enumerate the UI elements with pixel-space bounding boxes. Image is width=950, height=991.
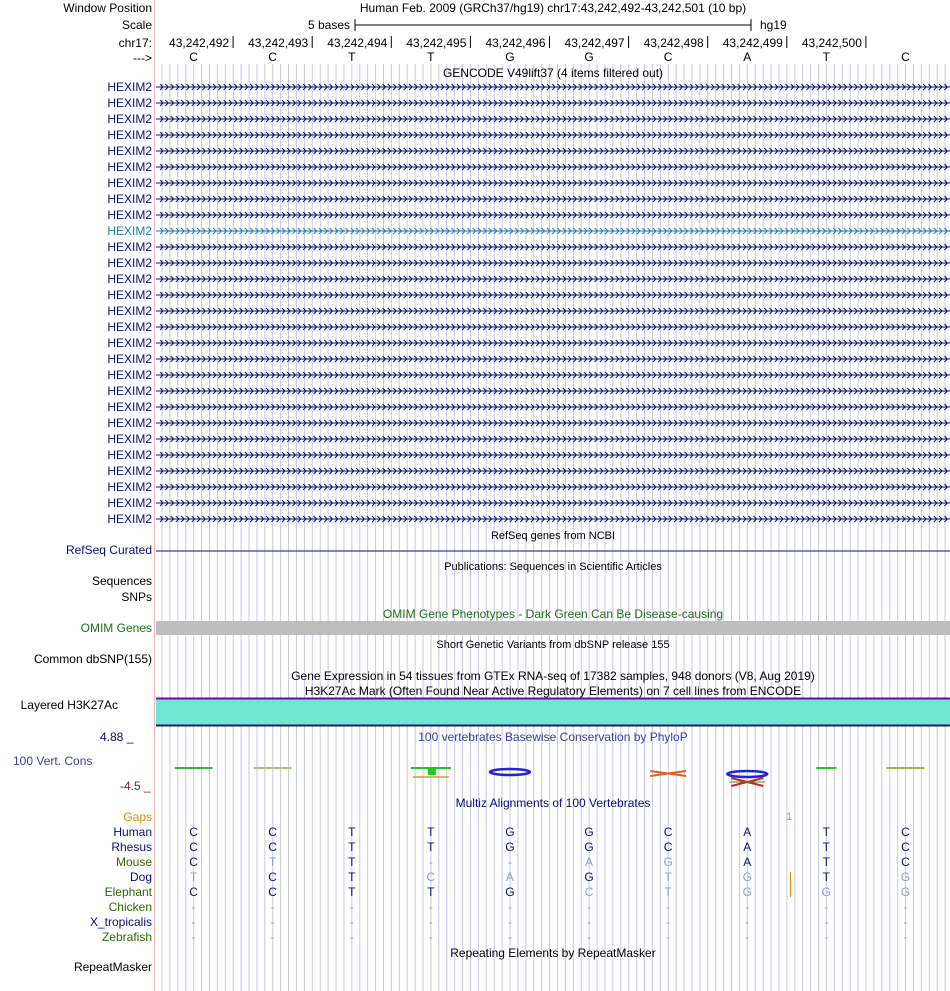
aligned-base: - xyxy=(666,915,671,929)
reference-base: C xyxy=(189,50,198,64)
aligned-base: T xyxy=(268,855,277,869)
gencode-transcript-label[interactable]: HEXIM2 xyxy=(107,288,152,302)
gencode-transcript-label[interactable]: HEXIM2 xyxy=(107,352,152,366)
reference-base: T xyxy=(348,50,356,64)
reference-base: T xyxy=(427,50,435,64)
publications-track-title[interactable]: Publications: Sequences in Scientific Articles xyxy=(444,561,662,573)
aligned-base: C xyxy=(584,885,594,899)
gencode-transcript-label[interactable]: HEXIM2 xyxy=(107,480,152,494)
aligned-base: C xyxy=(426,870,436,884)
aligned-base: - xyxy=(745,930,750,944)
aligned-base: G xyxy=(663,855,673,869)
species-label[interactable]: Elephant xyxy=(104,885,152,899)
gencode-transcript-label[interactable]: HEXIM2 xyxy=(107,512,152,526)
aligned-base: - xyxy=(428,930,433,944)
aligned-base: - xyxy=(507,930,512,944)
gencode-transcript-label[interactable]: HEXIM2 xyxy=(107,272,152,286)
aligned-base: T xyxy=(427,885,435,899)
aligned-base: - xyxy=(270,915,275,929)
aligned-base: - xyxy=(745,915,750,929)
aligned-base: T xyxy=(348,825,356,839)
ruler-position-label: 43,242,500 xyxy=(801,36,862,50)
repeatmasker-label[interactable]: RepeatMasker xyxy=(73,960,152,974)
aligned-base: A xyxy=(585,855,594,869)
h3k27ac-signal-fill xyxy=(156,698,950,725)
reference-base: C xyxy=(901,50,910,64)
aligned-base: T xyxy=(427,840,435,854)
aligned-base: T xyxy=(822,870,831,884)
gencode-transcript-label[interactable]: HEXIM2 xyxy=(107,144,152,158)
aligned-base: - xyxy=(587,915,592,929)
reference-base: G xyxy=(584,50,594,64)
omim-gene-bar xyxy=(156,621,950,635)
aligned-base: - xyxy=(428,915,433,929)
aligned-base: T xyxy=(822,840,831,854)
gencode-transcript-label[interactable]: HEXIM2 xyxy=(107,304,152,318)
aligned-base: G xyxy=(821,885,832,899)
aligned-base: C xyxy=(268,885,277,899)
aligned-base: G xyxy=(505,840,515,854)
cons-max-value: 4.88 _ xyxy=(100,730,134,744)
omim-track-title[interactable]: OMIM Gene Phenotypes - Dark Green Can Be Disease-causing xyxy=(382,607,724,621)
aligned-base: C xyxy=(268,870,277,884)
layered-h3k27ac-label[interactable]: Layered H3K27Ac xyxy=(20,698,118,712)
ruler-position-label: 43,242,496 xyxy=(485,36,546,50)
aligned-base: G xyxy=(505,825,515,839)
reference-base: A xyxy=(743,50,752,64)
aligned-base: - xyxy=(666,900,671,914)
aligned-base: G xyxy=(584,870,594,884)
ruler-position-label: 43,242,498 xyxy=(643,36,704,50)
cons-min-value: -4.5 _ xyxy=(120,779,151,793)
aligned-base: C xyxy=(268,825,277,839)
gencode-track-title[interactable]: GENCODE V49lift37 (4 items filtered out) xyxy=(442,66,664,80)
aligned-base: G xyxy=(584,840,594,854)
gencode-transcript-label[interactable]: HEXIM2 xyxy=(107,464,152,478)
repeatmasker-track-title[interactable]: Repeating Elements by RepeatMasker xyxy=(450,946,656,960)
aligned-base: - xyxy=(349,900,354,914)
aligned-base: A xyxy=(505,870,514,884)
scale-bases-text: 5 bases xyxy=(307,18,350,32)
ruler-position-label: 43,242,495 xyxy=(406,36,467,50)
aligned-base: - xyxy=(428,855,433,869)
reference-base: G xyxy=(505,50,515,64)
aligned-base: - xyxy=(349,930,354,944)
aligned-base: T xyxy=(427,825,435,839)
species-label[interactable]: Rhesus xyxy=(111,840,152,854)
ruler-position-label: 43,242,493 xyxy=(248,36,309,50)
aligned-base: - xyxy=(903,915,908,929)
aligned-base: C xyxy=(189,825,198,839)
species-label[interactable]: Zebrafish xyxy=(101,930,152,944)
snps-label[interactable]: SNPs xyxy=(121,590,152,604)
aligned-base: T xyxy=(348,885,356,899)
gencode-transcript-label[interactable]: HEXIM2 xyxy=(107,192,152,206)
aligned-base: - xyxy=(270,930,275,944)
aligned-base: G xyxy=(742,885,752,899)
aligned-base: T xyxy=(348,870,356,884)
gencode-transcript-label[interactable]: HEXIM2 xyxy=(107,416,152,430)
aligned-base: G xyxy=(505,885,515,899)
aligned-base: - xyxy=(587,930,592,944)
gencode-transcript-label[interactable]: HEXIM2 xyxy=(107,448,152,462)
reference-base: C xyxy=(268,50,277,64)
aligned-base: - xyxy=(903,900,908,914)
window-position-label: Window Position xyxy=(63,1,152,15)
aligned-base: C xyxy=(189,885,198,899)
aligned-base: G xyxy=(742,870,752,884)
common-dbsnp-label[interactable]: Common dbSNP(155) xyxy=(33,652,152,666)
aligned-base: - xyxy=(349,915,354,929)
gencode-transcript-label[interactable]: HEXIM2 xyxy=(107,128,152,142)
aligned-base: T xyxy=(822,825,831,839)
aligned-base: - xyxy=(270,900,275,914)
aligned-base: - xyxy=(824,930,829,944)
dbsnp-track-title[interactable]: Short Genetic Variants from dbSNP release 155 xyxy=(436,639,670,651)
aligned-base: - xyxy=(824,900,829,914)
refseq-track-title[interactable]: RefSeq genes from NCBI xyxy=(490,530,616,542)
gencode-transcript-label[interactable]: HEXIM2 xyxy=(107,176,152,190)
assembly-position-text[interactable]: Human Feb. 2009 (GRCh37/hg19) chr17:43,242,492-43,242,501 (10 bp) xyxy=(359,1,747,15)
gtex-track-title[interactable]: Gene Expression in 54 tissues from GTEx RNA-seq of 17382 samples, 948 donors (V8, Aug 2019) xyxy=(291,669,815,683)
gencode-transcript-label[interactable]: HEXIM2 xyxy=(107,240,152,254)
aligned-base: C xyxy=(663,840,673,854)
chrom-label: chr17: xyxy=(118,36,152,50)
scale-db-text: hg19 xyxy=(760,18,787,32)
aligned-base: A xyxy=(743,825,752,839)
aligned-base: T xyxy=(664,885,672,899)
aligned-base: - xyxy=(824,915,829,929)
gencode-transcript-label[interactable]: HEXIM2 xyxy=(107,96,152,110)
aligned-base: C xyxy=(901,840,910,854)
aligned-base: T xyxy=(348,855,356,869)
aligned-base: - xyxy=(903,930,908,944)
species-label[interactable]: Chicken xyxy=(108,900,152,914)
scale-label: Scale xyxy=(121,18,152,32)
aligned-base: A xyxy=(743,855,752,869)
aligned-base: A xyxy=(743,840,752,854)
sequences-label[interactable]: Sequences xyxy=(91,574,152,588)
aligned-base: T xyxy=(822,855,831,869)
aligned-base: T xyxy=(189,870,198,884)
aligned-base: - xyxy=(428,900,433,914)
aligned-base: - xyxy=(191,930,196,944)
gencode-transcript-label[interactable]: HEXIM2 xyxy=(107,336,152,350)
aligned-base: C xyxy=(901,855,910,869)
gencode-transcript-label[interactable]: HEXIM2 xyxy=(107,368,152,382)
aligned-base: C xyxy=(189,840,198,854)
gencode-transcript-label[interactable]: HEXIM2 xyxy=(107,384,152,398)
species-label[interactable]: Mouse xyxy=(115,855,152,869)
gencode-transcript-label[interactable]: HEXIM2 xyxy=(107,80,152,94)
gap-count-mark: 1 xyxy=(786,811,793,823)
h3k27ac-track-title[interactable]: H3K27Ac Mark (Often Found Near Active Regulatory Elements) on 7 cell lines from ENCODE xyxy=(304,684,802,698)
vert-cons-label[interactable]: 100 Vert. Cons xyxy=(13,754,93,768)
ruler-position-label: 43,242,499 xyxy=(722,36,783,50)
aligned-base: G xyxy=(900,885,911,899)
gencode-transcript-label[interactable]: HEXIM2 xyxy=(107,256,152,270)
aligned-base: - xyxy=(507,900,512,914)
gencode-transcript-label[interactable]: HEXIM2 xyxy=(107,496,152,510)
aligned-base: - xyxy=(191,900,196,914)
gencode-transcript-label[interactable]: HEXIM2 xyxy=(107,320,152,334)
refseq-curated-label[interactable]: RefSeq Curated xyxy=(65,543,152,557)
gencode-transcript-label[interactable]: HEXIM2 xyxy=(107,224,152,238)
reference-base: T xyxy=(822,50,831,64)
multiz-track-title[interactable]: Multiz Alignments of 100 Vertebrates xyxy=(455,796,651,810)
ruler-position-label: 43,242,497 xyxy=(564,36,625,50)
gencode-transcript-label[interactable]: HEXIM2 xyxy=(107,432,152,446)
aligned-base: - xyxy=(587,900,592,914)
aligned-base: - xyxy=(507,915,512,929)
gencode-transcript-label[interactable]: HEXIM2 xyxy=(107,400,152,414)
aligned-base: G xyxy=(900,870,911,884)
aligned-base: C xyxy=(268,840,277,854)
aligned-base: - xyxy=(745,900,750,914)
gencode-transcript-label[interactable]: HEXIM2 xyxy=(107,112,152,126)
aligned-base: C xyxy=(901,825,910,839)
gaps-label: Gaps xyxy=(123,810,152,824)
reference-base: C xyxy=(663,50,673,64)
species-label[interactable]: Dog xyxy=(129,870,152,884)
conservation-mark xyxy=(428,769,436,775)
aligned-base: T xyxy=(664,870,672,884)
aligned-base: C xyxy=(189,855,198,869)
omim-genes-label[interactable]: OMIM Genes xyxy=(80,621,152,635)
aligned-base: G xyxy=(584,825,594,839)
aligned-base: - xyxy=(191,915,196,929)
species-label[interactable]: X_tropicalis xyxy=(89,915,152,929)
gencode-transcript-label[interactable]: HEXIM2 xyxy=(107,208,152,222)
species-label[interactable]: Human xyxy=(113,825,152,839)
ruler-position-label: 43,242,492 xyxy=(169,36,230,50)
aligned-base: - xyxy=(666,930,671,944)
gencode-transcript-label[interactable]: HEXIM2 xyxy=(107,160,152,174)
aligned-base: C xyxy=(663,825,673,839)
strand-label[interactable]: ---> xyxy=(133,51,152,65)
ruler-position-label: 43,242,494 xyxy=(327,36,388,50)
aligned-base: T xyxy=(348,840,356,854)
conservation-track-title[interactable]: 100 vertebrates Basewise Conservation by PhyloP xyxy=(418,730,688,744)
aligned-base: - xyxy=(507,855,512,869)
